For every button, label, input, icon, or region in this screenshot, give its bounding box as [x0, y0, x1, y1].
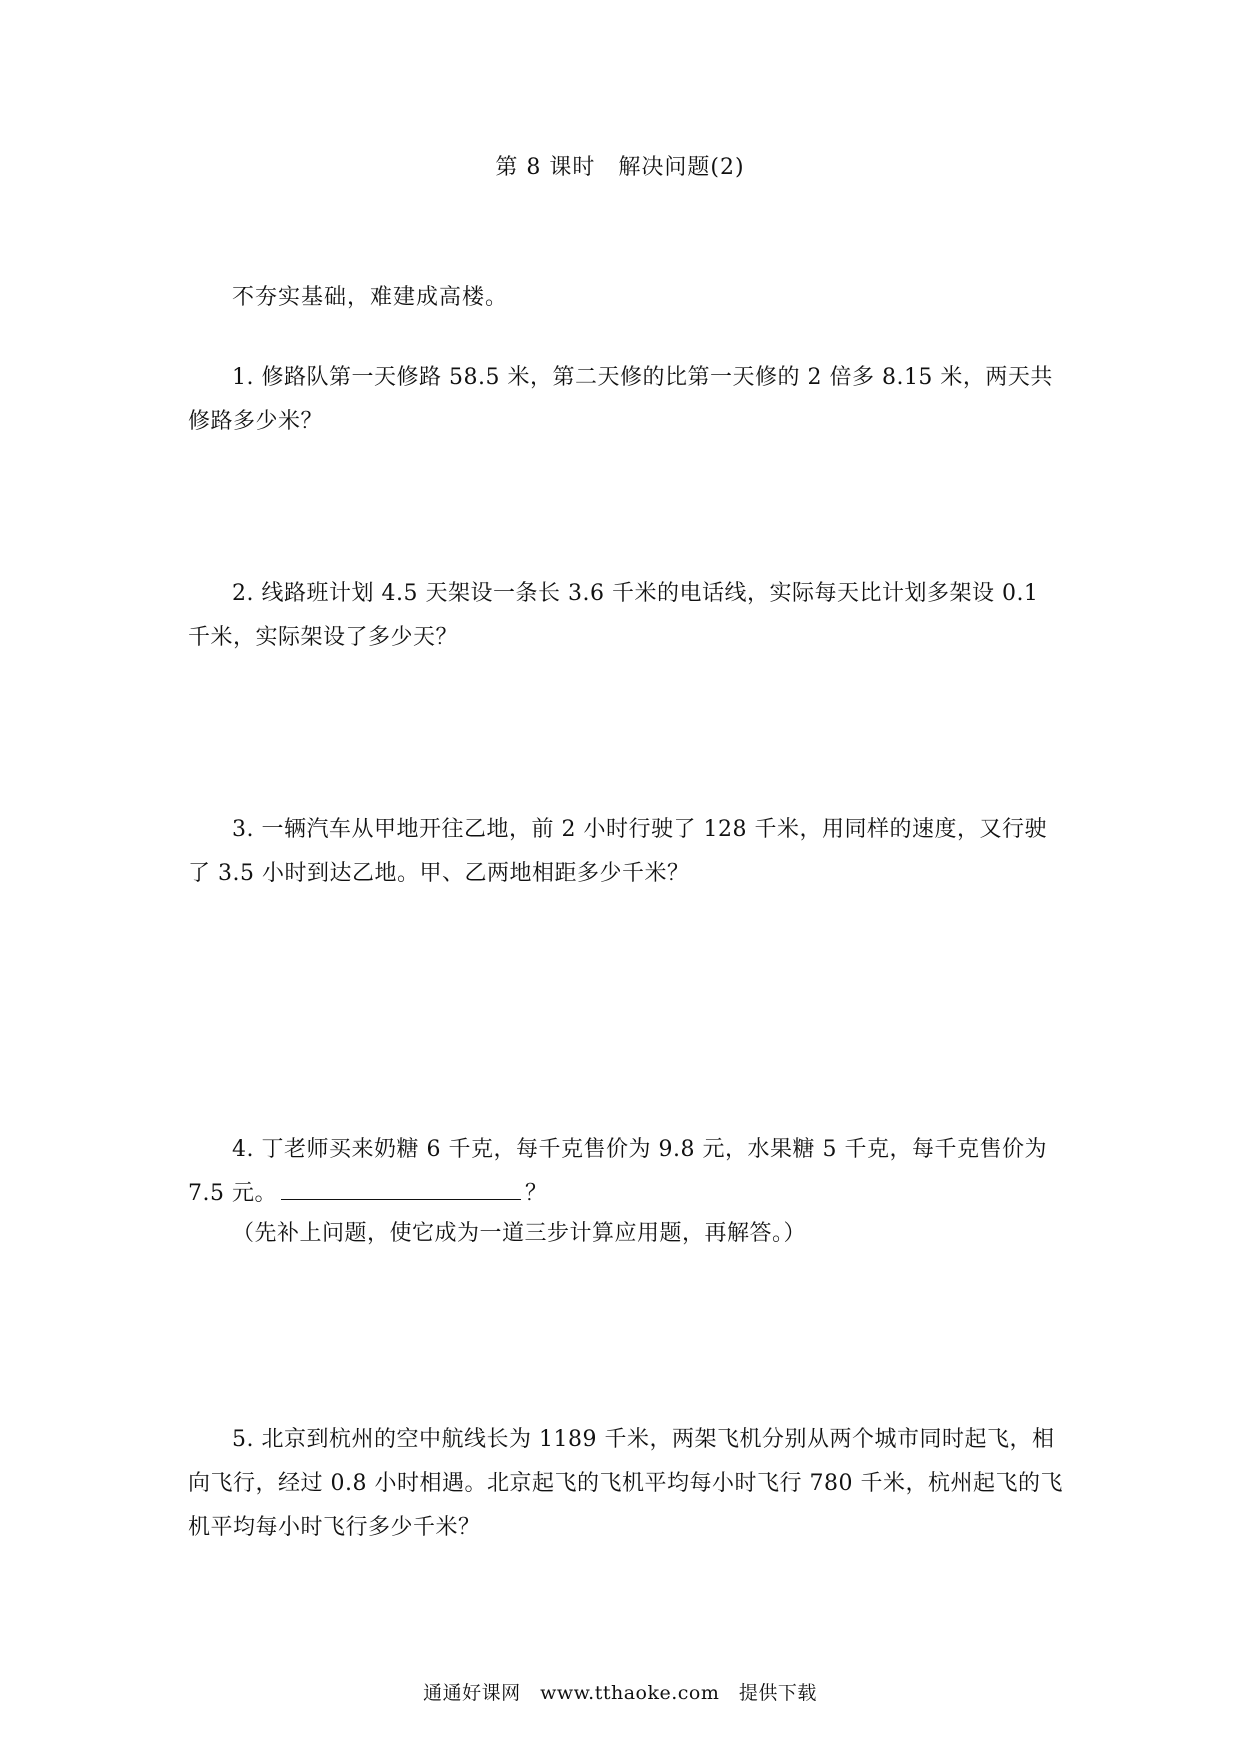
question-4-blank-suffix: ？ — [524, 1181, 548, 1206]
question-5 — [188, 1418, 1068, 1550]
motto-text: 不夯实基础，难建成高楼。 — [232, 285, 509, 310]
question-2 — [188, 572, 1068, 660]
question-2-text: 线路班计划 4.5 天架设一条长 3.6 千米的电话线，实际每天比计划多架设 0.1 千米，实际架设了多少天？ — [188, 581, 1039, 650]
question-5-text: 北京到杭州的空中航线长为 1189 千米，两架飞机分别从两个城市同时起飞，相向飞行，经过 0.8 小时相遇。北京起飞的飞机平均每小时飞行 780 千米，杭州起飞的飞机平均每小时飞行多少千米？ — [188, 1427, 1063, 1540]
question-3 — [188, 808, 1068, 896]
question-3-number: 3. — [232, 817, 254, 842]
question-4-text: 丁老师买来奶糖 6 千克，每千克售价为 9.8 元，水果糖 5 千克，每千克售价为 7.5 元。 — [188, 1137, 1047, 1206]
question-5-number: 5. — [232, 1427, 254, 1452]
question-2-number: 2. — [232, 581, 254, 606]
question-4-note: （先补上问题，使它成为一道三步计算应用题，再解答。） — [232, 1221, 807, 1246]
question-1-number: 1. — [232, 365, 254, 390]
question-1-text: 修路队第一天修路 58.5 米，第二天修的比第一天修的 2 倍多 8.15 米，两天共修路多少米？ — [188, 365, 1053, 434]
footer-credit: 通通好课网 www.tthaoke.com 提供下载 — [423, 1682, 817, 1704]
question-4 — [188, 1128, 1068, 1216]
question-3-text: 一辆汽车从甲地开往乙地，前 2 小时行驶了 128 千米，用同样的速度，又行驶了 3.5 小时到达乙地。甲、乙两地相距多少千米？ — [188, 817, 1047, 886]
answer-blank-line[interactable] — [281, 1173, 521, 1200]
page-title: 第 8 课时 解决问题(2) — [495, 155, 745, 180]
question-4-number: 4. — [232, 1137, 254, 1162]
question-1 — [188, 356, 1068, 444]
